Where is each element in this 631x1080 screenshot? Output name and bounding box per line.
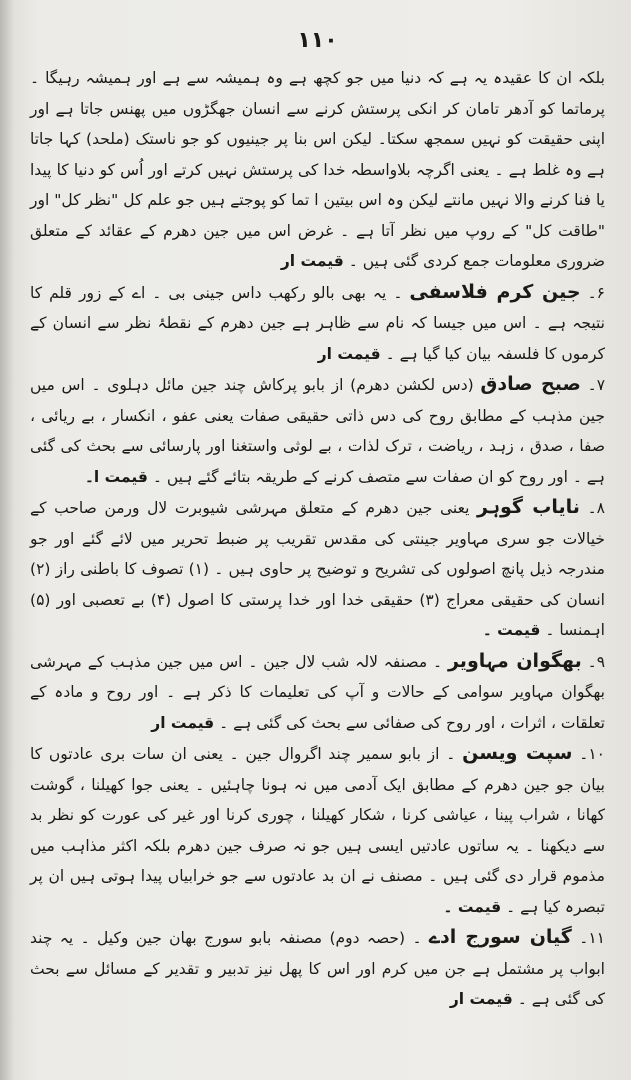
intro-paragraph xyxy=(30,63,605,277)
entry-text: (دس لکشن دھرم) از بابو پرکاش چند جین مائل دہلوی ۔ اس میں جین مذہب کے مطابق روح کی دس ذاتی حقیقی صفات یعنی عفو ، انکسار ، بے ریائی ، صفا ، صدق ، زہد ، ریاضت ، ترک لذات ، بے لوثی واستغنا اور پارسائی سے بحث کی گئی ہے ۔ اور روح کو ان صفات سے متصف کرنے کے طریقہ بتائے گئے ہیں ۔ xyxy=(30,376,605,486)
entry-title: گیان سورج ادے xyxy=(428,926,572,948)
intro-price: قیمت ار xyxy=(280,252,344,270)
entry-text: ۔ از بابو سمیر چند اگروال جین ۔ یعنی ان سات بری عادتوں کا بیان جو جین دھرم کے مطابق ایک آدمی میں نہ ہونا چاہئیں ۔ یعنی جوا کھیلنا ، گوشت کھانا ، شراب پینا ، عیاشی کرنا ، شکار کھیلنا ، چوری کرنا اور غیر کی عورت کو نظر بد سے دیکھنا ۔ یہ ساتوں عادتیں ایسی ہیں جو نہ صرف جین دھرم بلکہ اکثر مذاہب میں مذموم قرار دی گئی ہیں ۔ مصنف نے ان بد عادتوں سے جو خرابیاں پیدا ہوتی ہیں ان پر تبصرہ کیا ہے ۔ xyxy=(30,745,605,916)
book-entry-9: ۹۔ بھگوان مہاویر ۔ مصنفہ لالہ شب لال جین ۔ اس میں جین مذہب کے مہرشی بھگوان مہاویر سوامی کے حالات و آپ کی تعلیمات کا ذکر ہے ۔ اور روح و مادہ کے تعلقات ، اثرات ، اور روح کی صفائی سے بحث کی گئی ہے ۔ قیمت ار xyxy=(30,649,606,732)
book-entry-11: ۱۱۔ گیان سورج ادے ۔ (حصہ دوم) مصنفہ بابو سورج بھان جین وکیل ۔ یہ چند ابواب پر مشتمل ہے جن میں کرم اور اس کا پھل نیز تدبیر و تقدیر کے مسائل سے بحث کی گئی ہے ۔ قیمت ار xyxy=(30,926,605,1008)
entry-title: جین کرم فلاسفی xyxy=(409,280,581,303)
entry-number: ۱۱ xyxy=(588,929,605,947)
entry-number: ۶ xyxy=(596,283,605,302)
binding-shadow xyxy=(0,0,14,1080)
entry-text: ۔ مصنفہ لالہ شب لال جین ۔ اس میں جین مذہب کے مہرشی بھگوان مہاویر سوامی کے حالات و آپ کی تعلیمات کا ذکر ہے ۔ اور روح و مادہ کے تعلقات ، اثرات ، اور روح کی صفائی سے بحث کی گئی ہے ۔ xyxy=(30,652,605,732)
entry-price: قیمت ار xyxy=(151,713,215,732)
entry-price: قیمت ار xyxy=(317,344,381,363)
entry-number: ۹ xyxy=(596,652,606,671)
page-number: ۱۱۰ xyxy=(297,28,338,53)
entry-title: بھگوان مہاویر xyxy=(447,649,582,672)
entry-text: یعنی جین دھرم کے متعلق مہرشی شیوبرت لال ورمن صاحب کے خیالات جو سری مہاویر جینتی کی مقدس تقریب پر ضبط تحریر میں لائے گئے اور جو مندرجہ ذیل پانچ اصولوں کی تشریح و توضیح پر حاوی ہیں ۔ (۱) تصوف کا باطنی راز (۲) انسان کی حقیقی معراج (۳) حقیقی خدا اور خدا پرستی کا اصول (۴) بے تعصبی اور (۵) اہمنسا ۔ xyxy=(30,499,605,639)
book-entry-10: ۱۰۔ سپت ویسن ۔ از بابو سمیر چند اگروال جین ۔ یعنی ان سات بری عادتوں کا بیان جو جین دھرم کے مطابق ایک آدمی میں نہ ہونا چاہئیں ۔ یعنی جوا کھیلنا ، گوشت کھانا ، شراب پینا ، عیاشی کرنا ، شکار کھیلنا ، چوری کرنا اور غیر کی عورت کو نظر بد سے دیکھنا ۔ یہ ساتوں عادتیں ایسی ہیں جو نہ صرف جین دھرم بلکہ اکثر مذاہب میں مذموم قرار دی گئی ہیں ۔ مصنف نے ان بد عادتوں سے جو خرابیاں پیدا ہوتی ہیں ان پر تبصرہ کیا ہے ۔ قیمت ۔ xyxy=(30,742,605,916)
entry-number: ۸ xyxy=(596,499,605,517)
intro-text: بلکہ ان کا عقیدہ یہ ہے کہ دنیا میں جو کچھ ہے وہ ہمیشہ سے ہے اور ہمیشہ رہیگا ۔ پرماتما کو آدھر تامان کر انکی پرستش کرنے سے انسان جھگڑوں میں پھنس جاتا ہے اور اپنی حقیقت کو نہیں سمجھ سکتا۔ لیکن اس بنا پر جینیوں کو جو ناستک (ملحد) کہا جاتا ہے وہ غلط ہے ۔ یعنی اگرچہ بلاواسطہ خدا کی پرستش نہیں کرتے اور اُس کو دنیا کا پیدا یا فنا کرنے والا نہیں مانتے لیکن وہ اس بیتین ا تما کو پوجتے ہیں جو علم کل "نظر کل" اور "طاقت کل" کے روپ میں نظر آتا ہے ۔ غرض اس میں جین دھرم کے عقائد کے متعلق ضروری معلومات جمع کردی گئی ہیں ۔ xyxy=(30,69,605,270)
entry-number: ۷ xyxy=(596,376,606,394)
page-body xyxy=(30,63,605,1015)
entry-number: ۱۰ xyxy=(588,745,605,763)
entry-text: ۔ یہ بھی بالو رکھب داس جینی بی ۔ اے کے زور قلم کا نتیجہ ہے ۔ اس میں جیسا کہ نام سے ظاہر ہے جین دھرم کے نقطۂ نظر سے انسان کے کرموں کا فلسفہ بیان کیا گیا ہے ۔ xyxy=(30,283,605,363)
book-entry-8: ۸۔ نایاب گوہر یعنی جین دھرم کے متعلق مہرشی شیوبرت لال ورمن صاحب کے خیالات جو سری مہاویر جینتی کی مقدس تقریب پر ضبط تحریر میں لائے گئے اور جو مندرجہ ذیل پانچ اصولوں کی تشریح و توضیح پر حاوی ہیں ۔ (۱) تصوف کا باطنی راز (۲) انسان کی حقیقی معراج (۳) حقیقی خدا اور خدا پرستی کا اصول (۴) بے تعصبی اور (۵) اہمنسا ۔ قیمت ۔ xyxy=(30,496,605,639)
book-entry-6: ۶۔ جین کرم فلاسفی ۔ یہ بھی بالو رکھب داس جینی بی ۔ اے کے زور قلم کا نتیجہ ہے ۔ اس میں جیسا کہ نام سے ظاہر ہے جین دھرم کے نقطۂ نظر سے انسان کے کرموں کا فلسفہ بیان کیا گیا ہے ۔ قیمت ار xyxy=(30,280,605,363)
entry-price: قیمت ۔ xyxy=(482,621,541,639)
entry-price: قیمت ۔ xyxy=(443,897,502,916)
book-entry-7: ۷۔ صبح صادق (دس لکشن دھرم) از بابو پرکاش چند جین مائل دہلوی ۔ اس میں جین مذہب کے مطابق روح کی دس ذاتی حقیقی صفات یعنی عفو ، انکسار ، بے ریائی ، صفا ، صدق ، زہد ، ریاضت ، ترک لذات ، بے لوثی واستغنا اور پارسائی سے بحث کی گئی ہے ۔ اور روح کو ان صفات سے متصف کرنے کے طریقہ بتائے گئے ہیں ۔ قیمت ا۔ xyxy=(30,373,606,486)
entry-title: سپت ویسن xyxy=(462,742,573,764)
entry-title: نایاب گوہر xyxy=(477,496,580,518)
entry-price: قیمت ا۔ xyxy=(84,467,148,486)
entry-title: صبح صادق xyxy=(480,373,581,395)
entry-price: قیمت ار xyxy=(449,990,513,1008)
entry-text: ۔ (حصہ دوم) مصنفہ بابو سورج بھان جین وکیل ۔ یہ چند ابواب پر مشتمل ہے جن میں کرم اور اس کا پھل نیز تدبیر و تقدیر کے مسائل سے بحث کی گئی ہے ۔ xyxy=(30,929,605,1008)
